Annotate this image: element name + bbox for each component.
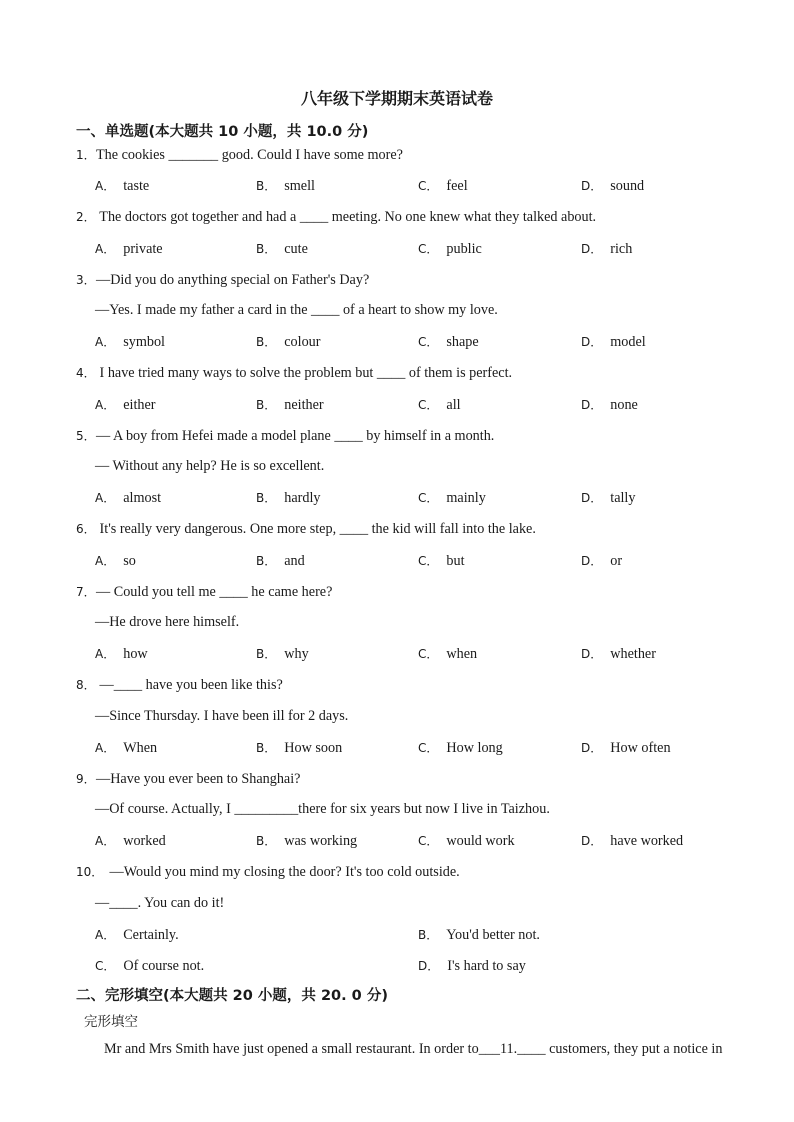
q3-option-c: C． shape <box>418 334 479 350</box>
q3-option-d: D． model <box>581 334 646 350</box>
q10-option-d: D． I's hard to say <box>418 958 526 974</box>
question-1: 1．The cookies _______ good. Could I have some more? <box>76 147 403 163</box>
q8-option-c: C． How long <box>418 740 503 756</box>
q2-option-d: D． rich <box>581 241 633 257</box>
q5-option-c: C． mainly <box>418 490 486 506</box>
q1-option-b: B． smell <box>256 178 315 194</box>
q4-option-a: A． either <box>95 397 156 413</box>
q6-option-d: D． or <box>581 553 623 569</box>
q9-option-c: C． would work <box>418 833 515 849</box>
q4-option-d: D． none <box>581 397 638 413</box>
q7-option-d: D． whether <box>581 646 656 662</box>
q10-option-a: A． Certainly. <box>95 927 179 943</box>
question-10-line-2: —____. You can do it! <box>95 895 225 911</box>
q8-option-b: B． How soon <box>256 740 343 756</box>
page-title: 八年级下学期期末英语试卷 <box>300 89 493 108</box>
q9-option-b: B． was working <box>256 833 358 849</box>
q10-option-c: C． Of course not. <box>95 958 205 974</box>
section-heading-cloze: 二、完形填空(本大题共 20 小题，共 20. 0 分) <box>76 988 388 1004</box>
q1-option-d: D． sound <box>581 178 645 194</box>
q3-option-a: A． symbol <box>95 334 165 350</box>
q1-option-a: A． taste <box>95 178 150 194</box>
question-9: 9．—Have you ever been to Shanghai? <box>76 771 301 787</box>
q6-option-c: C． but <box>418 553 465 569</box>
question-8-line-2: —Since Thursday. I have been ill for 2 days. <box>95 708 349 724</box>
q2-option-b: B． cute <box>256 241 308 257</box>
q1-option-c: C． feel <box>418 178 468 194</box>
question-7-line-2: —He drove here himself. <box>95 614 240 630</box>
question-5-line-2: — Without any help? He is so excellent. <box>95 458 325 474</box>
question-9-line-2: —Of course. Actually, I _________there for six years but now I live in Taizhou. <box>95 801 550 817</box>
q4-option-b: B． neither <box>256 397 324 413</box>
q7-option-a: A． how <box>95 646 148 662</box>
question-5: 5．— A boy from Hefei made a model plane ____ by himself in a month. <box>76 428 495 444</box>
q5-option-d: D． tally <box>581 490 636 506</box>
q5-option-a: A． almost <box>95 490 162 506</box>
q3-option-b: B． colour <box>256 334 321 350</box>
question-8: 8． —____ have you been like this? <box>76 677 283 693</box>
q7-option-c: C． when <box>418 646 478 662</box>
cloze-subheading: 完形填空 <box>84 1014 138 1030</box>
question-2: 2． The doctors got together and had a ____ meeting. No one knew what they talked about. <box>76 209 597 225</box>
q2-option-a: A． private <box>95 241 163 257</box>
q9-option-d: D． have worked <box>581 833 684 849</box>
q9-option-a: A． worked <box>95 833 166 849</box>
q6-option-a: A． so <box>95 553 136 569</box>
question-7: 7．— Could you tell me ____ he came here? <box>76 584 333 600</box>
q2-option-c: C． public <box>418 241 482 257</box>
q6-option-b: B． and <box>256 553 305 569</box>
question-10: 10． —Would you mind my closing the door? It's too cold outside. <box>76 864 460 880</box>
q8-option-d: D． How often <box>581 740 671 756</box>
q10-option-b: B． You'd better not. <box>418 927 540 943</box>
question-6: 6． It's really very dangerous. One more step, ____ the kid will fall into the lake. <box>76 521 536 537</box>
section-heading-single-choice: 一、单选题(本大题共 10 小题，共 10.0 分) <box>76 124 369 140</box>
q7-option-b: B． why <box>256 646 309 662</box>
question-4: 4． I have tried many ways to solve the problem but ____ of them is perfect. <box>76 365 513 381</box>
question-3-line-2: —Yes. I made my father a card in the ____ of a heart to show my love. <box>95 302 498 318</box>
q5-option-b: B． hardly <box>256 490 321 506</box>
q4-option-c: C． all <box>418 397 461 413</box>
cloze-passage-line: Mr and Mrs Smith have just opened a small restaurant. In order to___11.____ customers, they put a notice in <box>104 1041 723 1057</box>
q8-option-a: A． When <box>95 740 158 756</box>
question-3: 3．—Did you do anything special on Father's Day? <box>76 272 370 288</box>
